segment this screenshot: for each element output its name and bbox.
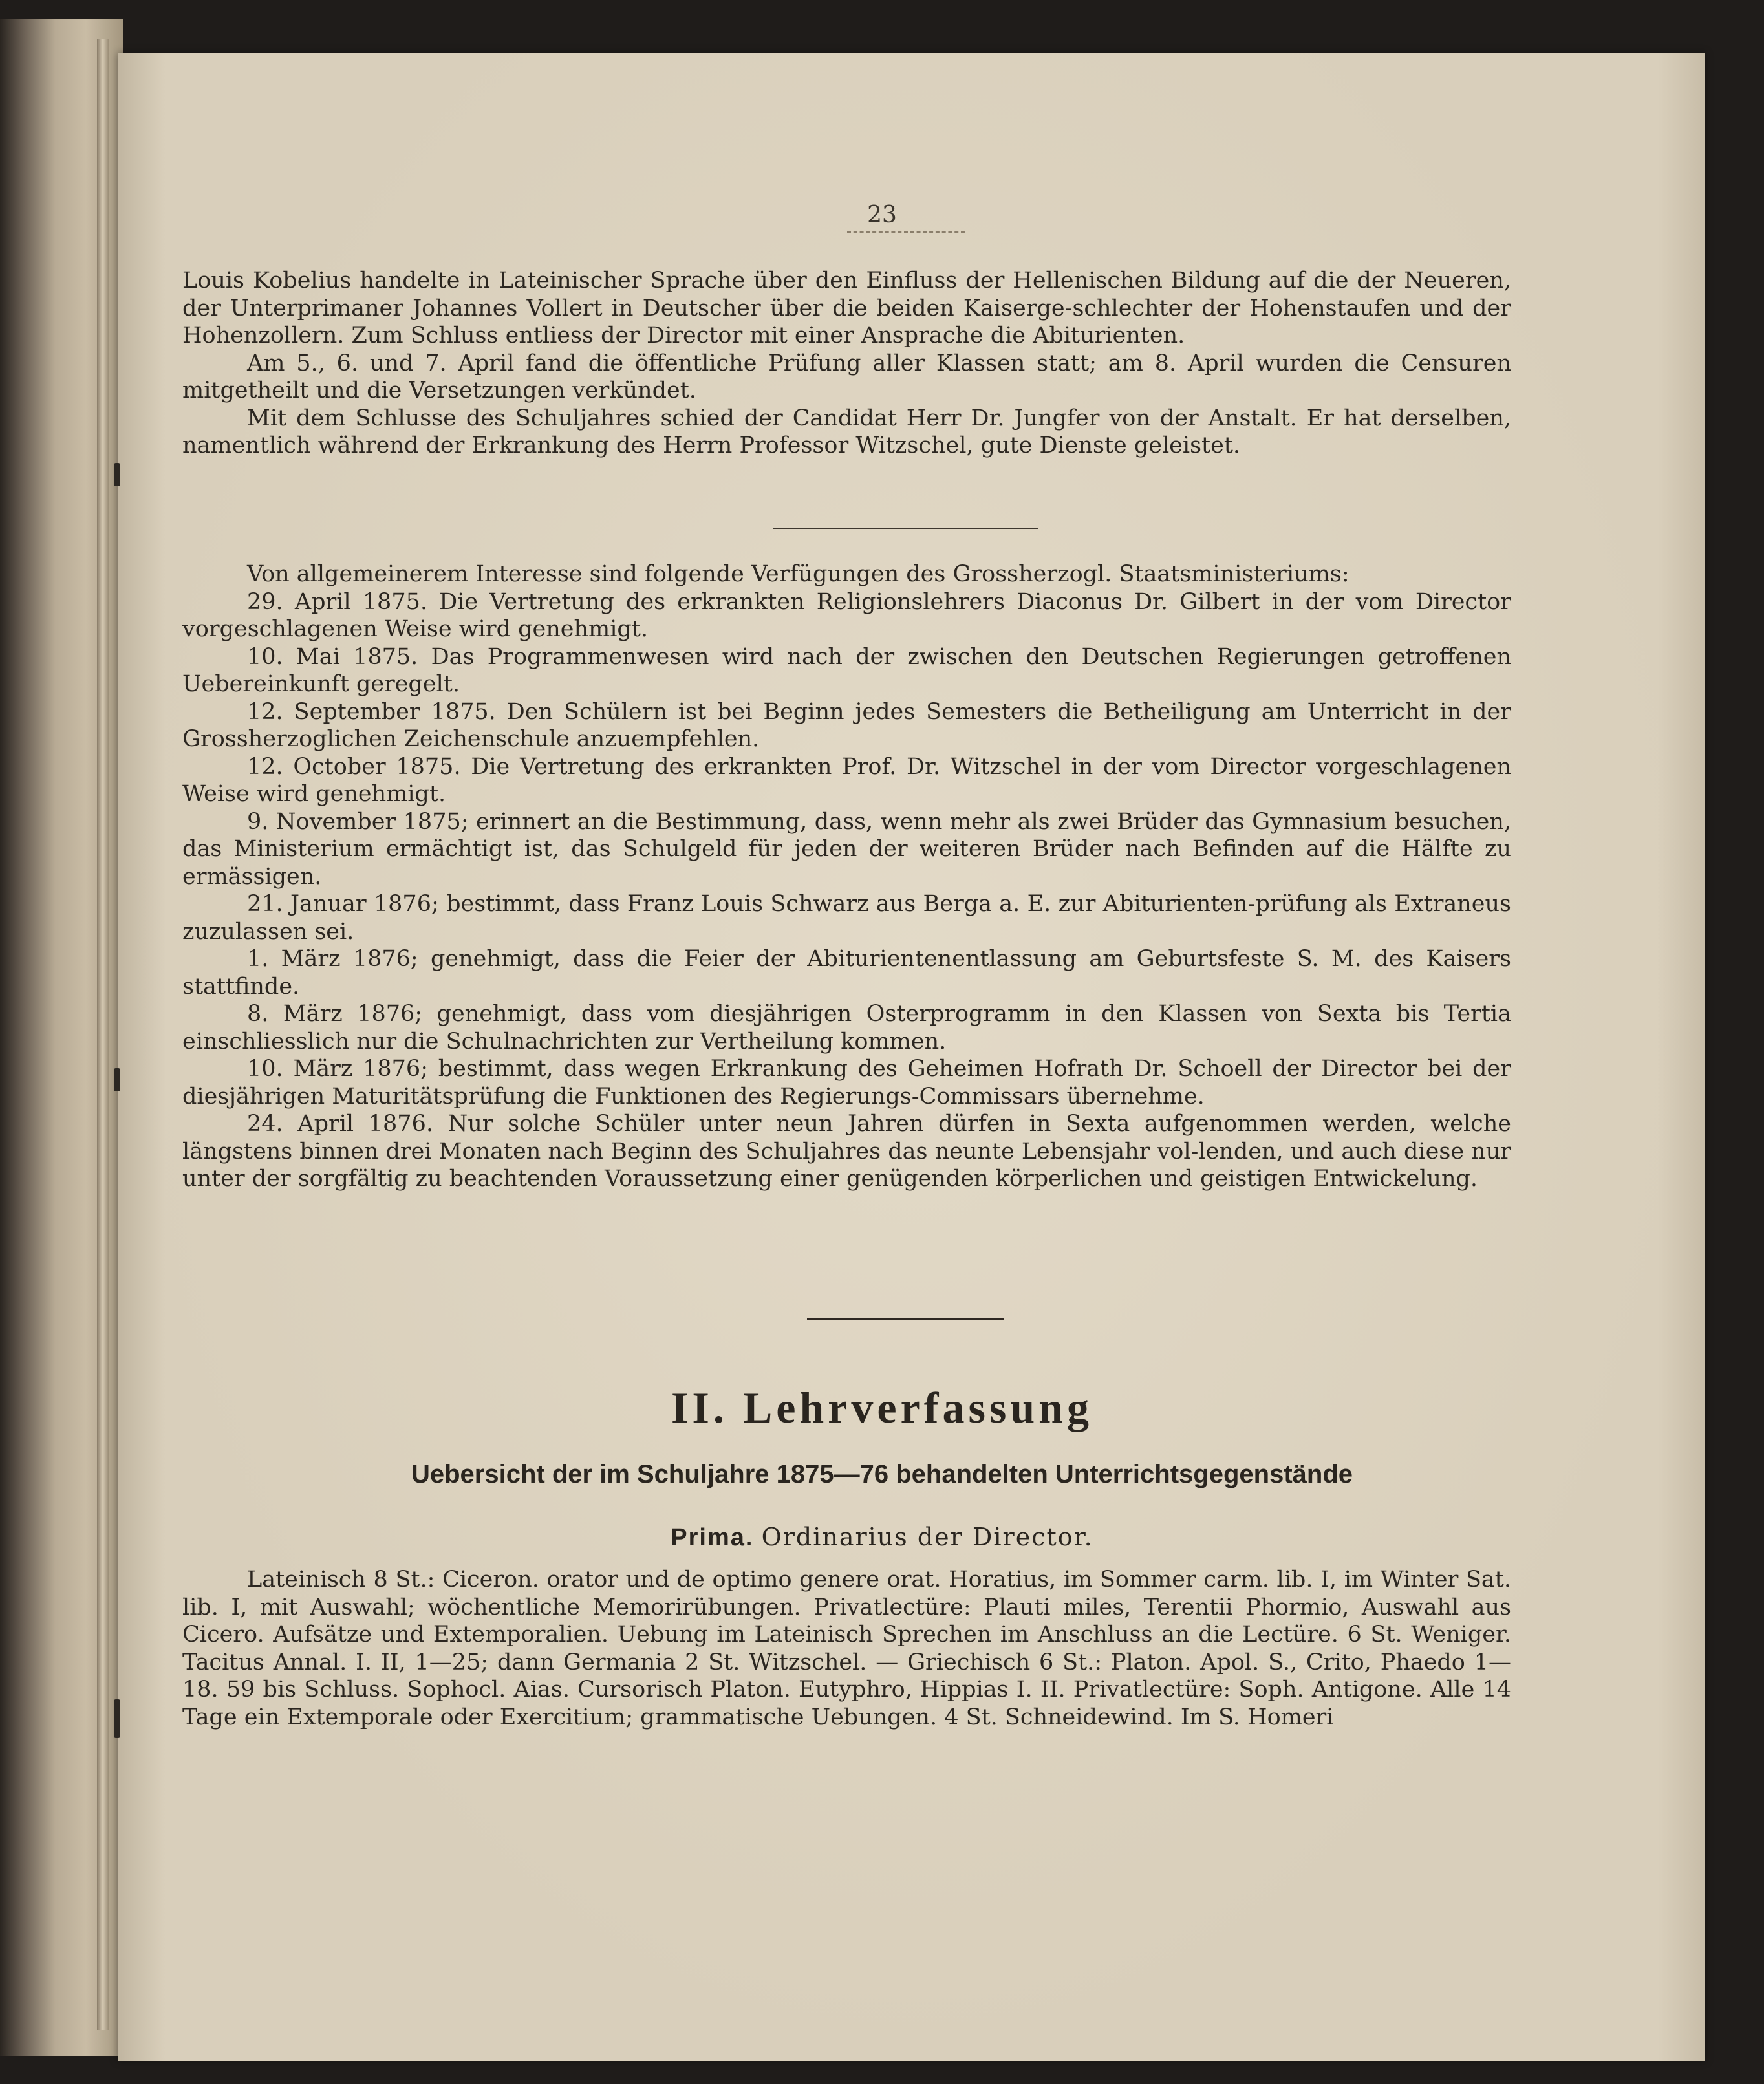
class-name: Prima. [671,1524,754,1551]
paragraph: 29. April 1875. Die Vertretung des erkrankten Religionslehrers Diaconus Dr. Gilbert in der vom Director vorgeschlagenen Weise wird genehmigt. [182,588,1511,642]
paragraph: 21. Januar 1876; bestimmt, dass Franz Louis Schwarz aus Berga a. E. zur Abiturienten-prüfung als Extraneus zuzulassen sei. [182,891,1511,945]
section-divider [773,528,1038,529]
paragraph: 12. September 1875. Den Schülern ist bei Beginn jedes Semesters die Betheiligung am Unterricht in der Grossherzoglichen Zeichenschule anzuempfehlen. [182,698,1511,752]
section-curriculum-text [182,1566,1511,1731]
chapter-title: II. Lehrverfassung [671,1383,1093,1432]
class-heading [0,1523,1764,1552]
paragraph: 12. October 1875. Die Vertretung des erkrankten Prof. Dr. Witzschel in der vom Director vorgeschlagenen Weise wird genehmigt. [182,753,1511,807]
chapter-subtitle: Uebersicht der im Schuljahre 1875—76 behandelten Unterrichtsgegenstände [411,1460,1353,1488]
paragraph: 10. Mai 1875. Das Programmenwesen wird nach der zwischen den Deutschen Regierungen getroffenen Uebereinkunft geregelt. [182,643,1511,697]
chapter-divider [807,1318,1004,1320]
paragraph: Von allgemeinerem Interesse sind folgende Verfügungen des Grossherzogl. Staatsministeriums: [247,561,1350,587]
paragraph: Mit dem Schlusse des Schuljahres schied der Candidat Herr Dr. Jungfer von der Anstalt. Er hat derselben, namentlich während der Erkrankung des Herrn Professor Witzschel, gute Dienste geleistet. [182,405,1511,458]
page-stack-edge [97,39,109,2030]
paragraph: Lateinisch 8 St.: Ciceron. orator und de optimo genere orat. Horatius, im Sommer carm. lib. I, im Winter Sat. lib. I, mit Auswahl; wöchentliche Memorirübungen. Privatlectüre: Plauti miles, Terentii Phormio, Auswahl aus Cicero. Aufsätze und Extemporalien. Uebung im Lateinisch Sprechen im Anschluss an die Lectüre. 6 St. Weniger. Tacitus Annal. I. II, 1—25; dann Germania 2 St. Witzschel. — Griechisch 6 St.: Platon. Apol. S., Crito, Phaedo 1—18. 59 bis Schluss. Sophocl. Aias. Cursorisch Platon. Eutyphro, Hippias I. II. Privatlectüre: Soph. Antigone. Alle 14 Tage ein Extemporale oder Exercitium; grammatische Uebungen. 4 St. Schneidewind. Im S. Homeri [182,1567,1511,1730]
paragraph: 9. November 1875; erinnert an die Bestimmung, dass, wenn mehr als zwei Brüder das Gymnasium besuchen, das Ministerium ermächtigt ist, das Schulgeld für jeden der weiteren Brüder nach Befinden auf die Hälfte zu ermässigen. [182,808,1511,890]
binding-thread-mark [114,1699,120,1738]
paragraph: 1. März 1876; genehmigt, dass die Feier der Abiturientenentlassung am Geburtsfeste S. M. des Kaisers stattfinde. [182,946,1511,1000]
binding-thread-mark [114,463,120,486]
class-teacher: Ordinarius der Director. [761,1523,1093,1551]
section-ceremony-text [182,267,1511,460]
binding-thread-mark [114,1068,120,1091]
paragraph: 24. April 1876. Nur solche Schüler unter neun Jahren dürfen in Sexta aufgenommen werden, welche längstens binnen drei Monaten nach Beginn des Schuljahres das neunte Lebensjahr vol-lenden, und auch diese nur unter der sorgfältig zu beachtenden Voraussetzung einer genügenden körperlichen und geistigen Entwickelung. [182,1111,1511,1192]
paragraph: 8. März 1876; genehmigt, dass vom diesjährigen Osterprogramm in den Klassen von Sexta bis Tertia einschliesslich nur die Schulnachrichten zur Vertheilung kommen. [182,1001,1511,1055]
paragraph: 10. März 1876; bestimmt, dass wegen Erkrankung des Geheimen Hofrath Dr. Schoell der Director bei der diesjährigen Maturitätsprüfung die Funktionen des Regierungs-Commissars übernehme. [182,1056,1511,1110]
section-decrees-text [182,561,1511,1193]
paragraph: Louis Kobelius handelte in Lateinischer Sprache über den Einfluss der Hellenischen Bildung auf die der Neueren, der Unterprimaner Johannes Vollert in Deutscher über die beiden Kaiserge-schlechter der Hohenstaufen und der Hohenzollern. Zum Schluss entliess der Director mit einer Ansprache die Abiturienten. [182,268,1511,349]
page-number-rule [847,231,965,233]
paragraph: Am 5., 6. und 7. April fand die öffentliche Prüfung aller Klassen statt; am 8. April wurden die Censuren mitgetheilt und die Versetzungen verkündet. [182,350,1511,403]
page-number: 23 [867,202,897,228]
